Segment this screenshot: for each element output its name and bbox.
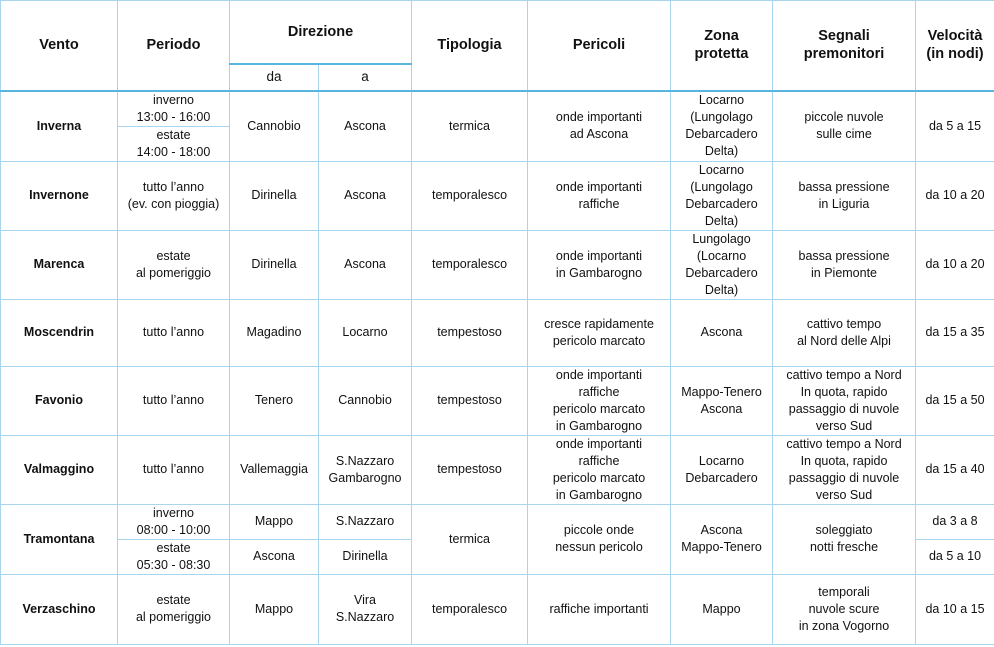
periodo-cell: estate al pomeriggio <box>118 574 230 644</box>
velocita-cell: da 15 a 35 <box>916 299 994 366</box>
direzione-da-cell: Vallemaggia <box>230 435 319 504</box>
direzione-a-cell: Ascona <box>319 91 412 162</box>
table-row-inverna <box>1 91 994 127</box>
tipologia-cell: temporalesco <box>412 574 528 644</box>
direzione-a-cell: Locarno <box>319 299 412 366</box>
segnali-cell: cattivo tempo a Nord In quota, rapido passaggio di nuvole verso Sud <box>773 435 916 504</box>
pericoli-cell: onde importanti ad Ascona <box>528 91 671 162</box>
direzione-da-cell: Magadino <box>230 299 319 366</box>
pericoli-cell: cresce rapidamente pericolo marcato <box>528 299 671 366</box>
tipologia-cell: tempestoso <box>412 366 528 435</box>
wind-name: Tramontana <box>1 504 118 574</box>
velocita-cell: da 15 a 50 <box>916 366 994 435</box>
direzione-a-cell: Ascona <box>319 161 412 230</box>
direzione-a-cell: Ascona <box>319 230 412 299</box>
direzione-a-cell: Dirinella <box>319 539 412 574</box>
header-pericoli: Pericoli <box>528 1 671 91</box>
periodo-cell: inverno 13:00 - 16:00 <box>118 91 230 127</box>
table-row-tramontana <box>1 504 994 539</box>
direzione-da-cell: Dirinella <box>230 161 319 230</box>
direzione-da-cell: Tenero <box>230 366 319 435</box>
table-row-valmaggino <box>1 435 994 504</box>
header-velocita: Velocità (in nodi) <box>916 1 994 91</box>
tipologia-cell: temporalesco <box>412 161 528 230</box>
zona-cell: Lungolago (Locarno Debarcadero Delta) <box>671 230 773 299</box>
zona-cell: Ascona <box>671 299 773 366</box>
zona-cell: Locarno (Lungolago Debarcadero Delta) <box>671 91 773 162</box>
direzione-da-cell: Ascona <box>230 539 319 574</box>
periodo-cell: tutto l’anno <box>118 366 230 435</box>
header-segnali-premonitori: Segnali premonitori <box>773 1 916 91</box>
tipologia-cell: tempestoso <box>412 435 528 504</box>
table-row-moscendrin <box>1 299 994 366</box>
periodo-cell: tutto l’anno (ev. con pioggia) <box>118 161 230 230</box>
header-periodo: Periodo <box>118 1 230 91</box>
table-row-invernone <box>1 161 994 230</box>
periodo-cell: estate 14:00 - 18:00 <box>118 126 230 161</box>
zona-cell: Locarno (Lungolago Debarcadero Delta) <box>671 161 773 230</box>
pericoli-cell: onde importanti raffiche pericolo marcato in Gambarogno <box>528 366 671 435</box>
direzione-a-cell: S.Nazzaro Gambarogno <box>319 435 412 504</box>
zona-cell: Mappo <box>671 574 773 644</box>
zona-cell: Ascona Mappo-Tenero <box>671 504 773 574</box>
periodo-cell: tutto l’anno <box>118 299 230 366</box>
velocita-cell: da 3 a 8 <box>916 504 994 539</box>
periodo-cell: estate 05:30 - 08:30 <box>118 539 230 574</box>
wind-name: Favonio <box>1 366 118 435</box>
segnali-cell: bassa pressione in Liguria <box>773 161 916 230</box>
segnali-cell: piccole nuvole sulle cime <box>773 91 916 162</box>
velocita-cell: da 10 a 15 <box>916 574 994 644</box>
table-row-marenca <box>1 230 994 299</box>
direzione-a-cell: Vira S.Nazzaro <box>319 574 412 644</box>
tipologia-cell: tempestoso <box>412 299 528 366</box>
direzione-da-cell: Cannobio <box>230 91 319 162</box>
pericoli-cell: onde importanti raffiche <box>528 161 671 230</box>
segnali-cell: bassa pressione in Piemonte <box>773 230 916 299</box>
velocita-cell: da 15 a 40 <box>916 435 994 504</box>
header-direzione-da: da <box>230 64 319 91</box>
wind-name: Invernone <box>1 161 118 230</box>
velocita-cell: da 10 a 20 <box>916 161 994 230</box>
segnali-cell: soleggiato notti fresche <box>773 504 916 574</box>
wind-name: Verzaschino <box>1 574 118 644</box>
tipologia-cell: termica <box>412 504 528 574</box>
header-direzione-a: a <box>319 64 412 91</box>
pericoli-cell: piccole onde nessun pericolo <box>528 504 671 574</box>
pericoli-cell: onde importanti in Gambarogno <box>528 230 671 299</box>
velocita-cell: da 5 a 15 <box>916 91 994 162</box>
direzione-a-cell: S.Nazzaro <box>319 504 412 539</box>
wind-name: Valmaggino <box>1 435 118 504</box>
segnali-cell: temporali nuvole scure in zona Vogorno <box>773 574 916 644</box>
header-zona-protetta: Zona protetta <box>671 1 773 91</box>
wind-name: Moscendrin <box>1 299 118 366</box>
header-vento: Vento <box>1 1 118 91</box>
zona-cell: Locarno Debarcadero <box>671 435 773 504</box>
direzione-a-cell: Cannobio <box>319 366 412 435</box>
direzione-da-cell: Mappo <box>230 504 319 539</box>
tipologia-cell: termica <box>412 91 528 162</box>
header-direzione: Direzione <box>230 1 412 64</box>
zona-cell: Mappo-Tenero Ascona <box>671 366 773 435</box>
velocita-cell: da 10 a 20 <box>916 230 994 299</box>
segnali-cell: cattivo tempo a Nord In quota, rapido passaggio di nuvole verso Sud <box>773 366 916 435</box>
table-row-favonio <box>1 366 994 435</box>
table-row-verzaschino <box>1 574 994 644</box>
pericoli-cell: raffiche importanti <box>528 574 671 644</box>
tipologia-cell: temporalesco <box>412 230 528 299</box>
direzione-da-cell: Dirinella <box>230 230 319 299</box>
pericoli-cell: onde importanti raffiche pericolo marcato in Gambarogno <box>528 435 671 504</box>
periodo-cell: inverno 08:00 - 10:00 <box>118 504 230 539</box>
wind-name: Marenca <box>1 230 118 299</box>
periodo-cell: estate al pomeriggio <box>118 230 230 299</box>
header-tipologia: Tipologia <box>412 1 528 91</box>
velocita-cell: da 5 a 10 <box>916 539 994 574</box>
segnali-cell: cattivo tempo al Nord delle Alpi <box>773 299 916 366</box>
wind-name: Inverna <box>1 91 118 162</box>
periodo-cell: tutto l’anno <box>118 435 230 504</box>
direzione-da-cell: Mappo <box>230 574 319 644</box>
